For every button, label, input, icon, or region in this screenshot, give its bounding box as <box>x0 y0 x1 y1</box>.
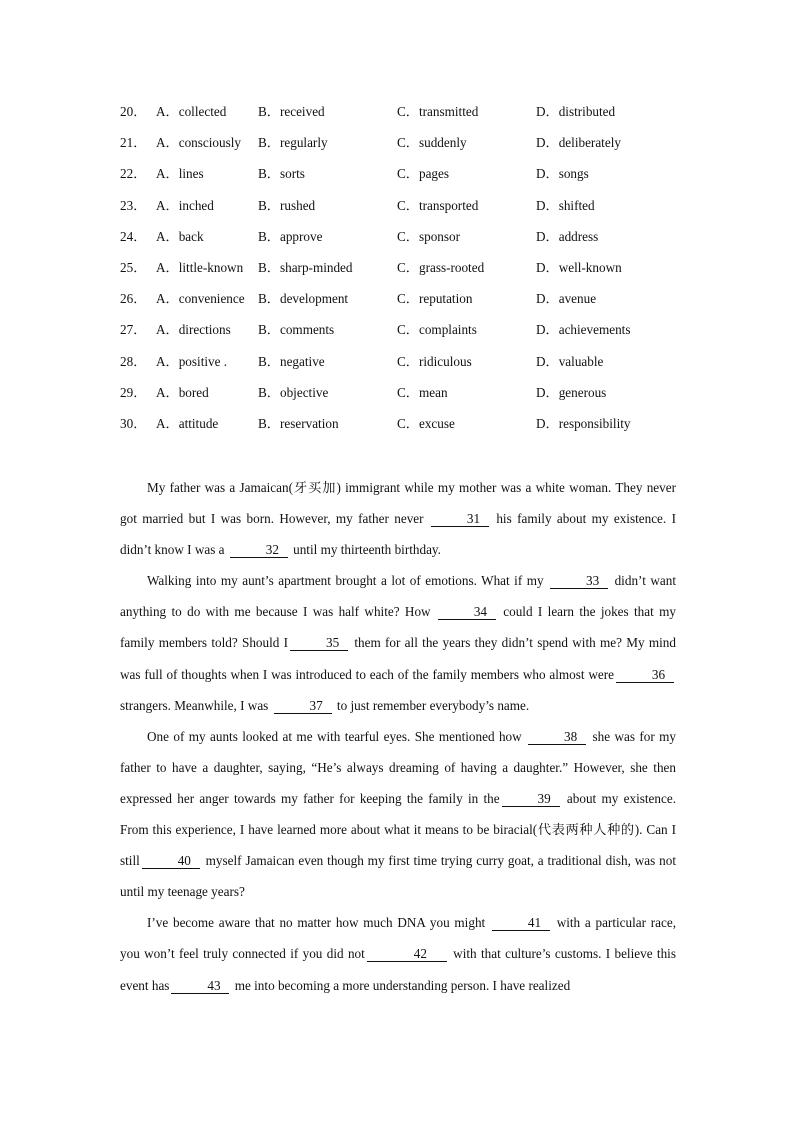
option-row-23 <box>120 195 680 226</box>
blank-31: 31 <box>431 512 489 527</box>
option-d: D．songs <box>536 166 589 182</box>
text-run: to just remember everybody’s name. <box>333 697 530 713</box>
option-b: B．received <box>258 104 325 119</box>
option-d: D．deliberately <box>536 135 621 151</box>
blank-40: 40 <box>142 854 200 869</box>
text-run: them for all the years they didn’t spend with me? My mind was full of thoughts when I was introduced to each of the family members who almost were <box>120 635 676 682</box>
option-c: C．excuse <box>397 415 455 431</box>
option-c: C．reputation <box>397 291 473 307</box>
option-a: A．convenience <box>156 291 245 307</box>
text-run: could I learn the jokes that my family members told? Should I <box>120 604 676 651</box>
text-run: I’ve become aware that no matter how much DNA you might <box>147 915 490 931</box>
question-number: 26． <box>120 291 147 307</box>
option-d: D．valuable <box>536 353 604 369</box>
option-c: C．transported <box>397 197 479 213</box>
option-c: C．ridiculous <box>397 353 472 369</box>
question-number: 30． <box>120 415 147 431</box>
option-row-30 <box>120 413 680 444</box>
option-d: D．address <box>536 228 599 244</box>
question-number: 20． <box>120 104 147 119</box>
question-number: 24． <box>120 228 147 244</box>
option-c: C．mean <box>397 384 448 400</box>
paragraph-1 <box>120 472 676 565</box>
blank-37: 37 <box>274 699 332 714</box>
question-number: 23． <box>120 197 147 213</box>
blank-38: 38 <box>528 730 586 745</box>
text-run: me into becoming a more understanding person. I have realized <box>231 977 571 993</box>
blank-42: 42 <box>367 947 447 962</box>
option-d: D．generous <box>536 384 607 400</box>
option-c: C．sponsor <box>397 228 461 244</box>
option-row-26 <box>120 288 680 319</box>
option-a: A．lines <box>156 166 204 182</box>
text-run: until my thirteenth birthday. <box>289 542 441 558</box>
blank-35: 35 <box>290 636 348 651</box>
option-row-24 <box>120 226 680 257</box>
text-run: with a particular race, you won’t feel truly connected if you did not <box>120 915 676 962</box>
blank-33: 33 <box>550 574 608 589</box>
option-row-27 <box>120 319 680 350</box>
option-row-21 <box>120 132 680 163</box>
option-c: C．pages <box>397 166 450 182</box>
question-number: 21． <box>120 135 147 151</box>
answer-options-list <box>120 101 680 444</box>
option-a: A．little-known <box>156 259 244 275</box>
option-a: A．back <box>156 228 204 244</box>
option-b: B．sorts <box>258 166 305 182</box>
option-row-25 <box>120 257 680 288</box>
option-a: A．inched <box>156 197 214 213</box>
text-run: she was for my father to have a daughter, saying, “He’s always dreaming of having a daughter.” However, she then expressed her anger towards my father for keeping the family in the <box>120 728 676 806</box>
question-number: 27． <box>120 322 147 338</box>
question-number: 25． <box>120 259 147 275</box>
option-row-29 <box>120 382 680 413</box>
blank-41: 41 <box>492 916 550 931</box>
question-number: 22． <box>120 166 147 182</box>
text-run: his family about my existence. I didn’t know I was a <box>120 511 676 558</box>
text-run: about my existence. From this experience, I have learned more about what it means to be biracial(代表两种人种的). Can I still <box>120 790 677 869</box>
option-d: D．achievements <box>536 322 631 338</box>
option-b: B．negative <box>258 353 325 369</box>
option-b: B．approve <box>258 228 323 244</box>
option-d: D．shifted <box>536 197 595 213</box>
option-c: C．grass-rooted <box>397 259 485 275</box>
blank-36: 36 <box>616 668 674 683</box>
question-number: 28． <box>120 353 147 369</box>
option-a: A．directions <box>156 322 231 338</box>
option-row-20 <box>120 101 680 132</box>
option-row-22 <box>120 163 680 194</box>
option-b: B．sharp-minded <box>258 259 353 275</box>
option-b: B．development <box>258 291 349 307</box>
option-d: D．avenue <box>536 291 597 307</box>
option-c: C．transmitted <box>397 104 479 119</box>
text-run: strangers. Meanwhile, I was <box>120 697 272 713</box>
text-run: One of my aunts looked at me with tearful eyes. She mentioned how <box>147 728 527 744</box>
paragraph-2 <box>120 565 676 720</box>
option-a: A．positive . <box>156 353 228 369</box>
text-run: Walking into my aunt’s apartment brought a lot of emotions. What if my <box>147 573 549 589</box>
text-run: with that culture’s customs. I believe this event has <box>120 946 676 993</box>
option-a: A．bored <box>156 384 209 400</box>
option-a: A．consciously <box>156 135 241 151</box>
option-d: D．well-known <box>536 259 622 275</box>
option-c: C．complaints <box>397 322 477 338</box>
text-run: didn’t want anything to do with me because I was half white? How <box>120 573 676 620</box>
option-b: B．comments <box>258 322 335 338</box>
question-number: 29． <box>120 384 147 400</box>
option-d: D．distributed <box>536 104 616 119</box>
option-row-28 <box>120 351 680 382</box>
paragraph-3 <box>120 721 676 908</box>
blank-43: 43 <box>171 979 229 994</box>
option-b: B．rushed <box>258 197 316 213</box>
option-b: B．objective <box>258 384 329 400</box>
text-run: My father was a Jamaican(牙买加) immigrant while my mother was a white woman. They never got married but I was born. However, my father never <box>120 480 676 527</box>
blank-39: 39 <box>502 792 560 807</box>
text-run: myself Jamaican even though my first time trying curry goat, a traditional dish, was not until my teenage years? <box>120 853 676 900</box>
option-a: A．collected <box>156 104 227 119</box>
blank-34: 34 <box>438 605 496 620</box>
paragraph-4 <box>120 907 676 1000</box>
cloze-passage <box>120 472 676 1001</box>
option-c: C．suddenly <box>397 135 467 151</box>
option-d: D．responsibility <box>536 415 631 431</box>
option-b: B．reservation <box>258 415 339 431</box>
option-a: A．attitude <box>156 415 219 431</box>
blank-32: 32 <box>230 543 288 558</box>
option-b: B．regularly <box>258 135 328 151</box>
